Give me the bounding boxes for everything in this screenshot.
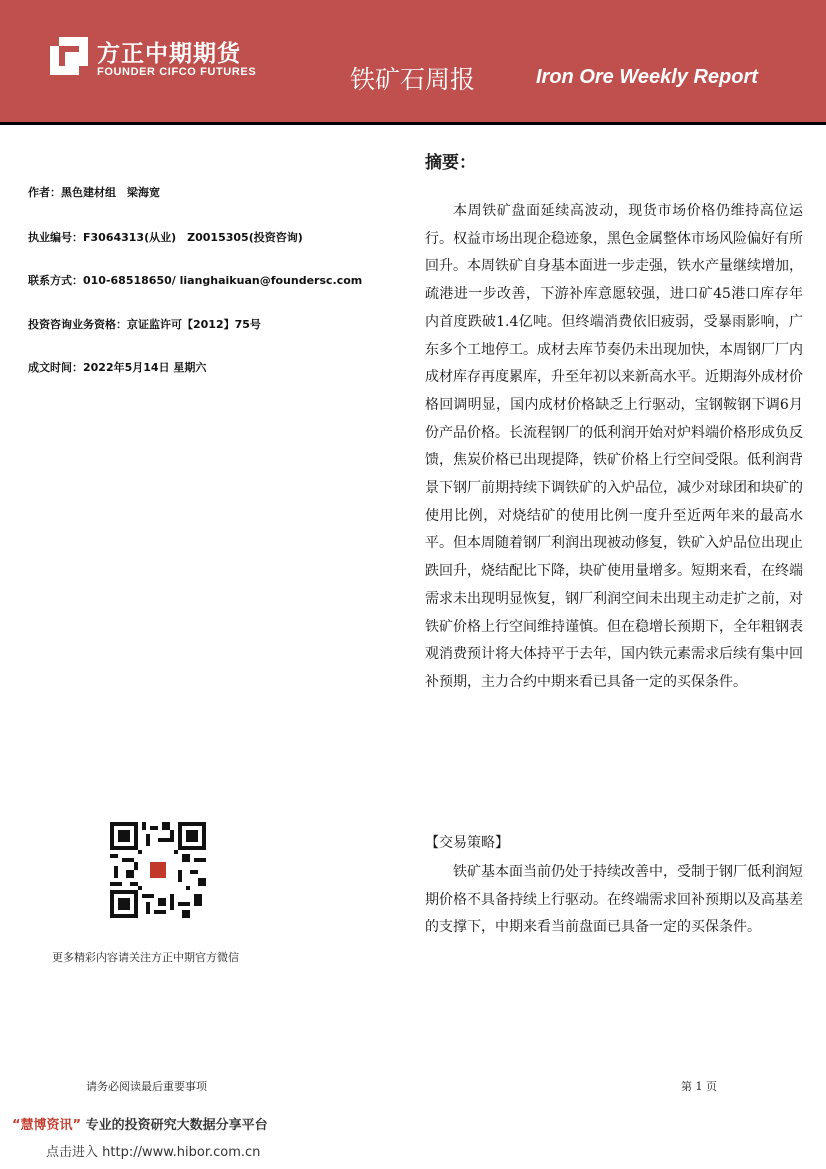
strategy-paragraph: 铁矿基本面当前仍处于持续改善中，受制于钢厂低利润短期价格不具备持续上行驱动。在终端需求回补预期以及高基差的支撑下，中期来看当前盘面已具备一定的买保条件。 — [425, 864, 803, 936]
company-name-cn: 方正中期期货 — [97, 41, 241, 67]
qr-caption: 更多精彩内容请关注方正中期官方微信 — [52, 951, 239, 964]
summary-heading: 摘要： — [425, 153, 476, 173]
contact-line: 联系方式：010-68518650/ lianghaikuan@foundersc.com — [28, 274, 363, 287]
watermark-slogan-text: 专业的投资研究大数据分享平台 — [85, 1118, 268, 1133]
header-divider — [0, 122, 826, 125]
report-header — [0, 0, 826, 122]
watermark-brand: “慧博资讯” — [12, 1118, 82, 1133]
founder-logo-icon — [50, 37, 88, 75]
author-line: 作者：黑色建材组 梁海宽 — [28, 186, 160, 199]
wechat-qr-code[interactable] — [110, 822, 206, 918]
report-title-en: Iron Ore Weekly Report — [536, 66, 758, 88]
disclaimer-notice: 请务必阅读最后重要事项 — [86, 1080, 207, 1093]
company-name-en: FOUNDER CIFCO FUTURES — [97, 66, 257, 78]
license-line: 执业编号：F3064313(从业) Z0015305(投资咨询) — [28, 231, 303, 244]
watermark-slogan — [12, 1114, 268, 1133]
date-line: 成文时间：2022年5月14日 星期六 — [28, 361, 207, 374]
strategy-heading: 【交易策略】 — [425, 835, 509, 851]
report-title-cn: 铁矿石周报 — [350, 65, 476, 94]
summary-paragraph: 本周铁矿盘面延续高波动，现货市场价格仍维持高位运行。权益市场出现企稳迹象，黑色金属整体市场风险偏好有所回升。本周铁矿自身基本面进一步走强，铁水产量继续增加，疏港进一步改善，下游补库意愿较强，进口矿45港口库存年内首度跌破1.4亿吨。但终端消费依旧疲弱，受暴雨影响，广东多个工地停工。成材去库节奏仍未出现加快，本周钢厂厂内成材库存再度累库，升至年初以来新高水平。近期海外成材价格回调明显，国内成材价格缺乏上行驱动，宝钢鞍钢下调6月份产品价格。长流程钢厂的低利润开始对炉料端价格形成负反馈，焦炭价格已出现提降，铁矿价格上行空间受限。低利润背景下钢厂前期持续下调铁矿的入炉品位，减少对球团和块矿的使用比例，对烧结矿的使用比例一度升至近两年来的最高水平。但本周随着钢厂利润出现被动修复，铁矿入炉品位出现止跌回升，烧结配比下降，块矿使用量增多。短期来看，在终端需求未出现明显恢复，钢厂利润空间未出现主动走扩之前，对铁矿价格上行空间维持谨慎。但在稳增长预期下，全年粗钢表观消费预计将大体持平于去年，国内铁元素需求后续有集中回补预期，主力合约中期来看已具备一定的买保条件。 — [425, 203, 803, 690]
page-number: 第 1 页 — [681, 1080, 717, 1093]
qualification-line: 投资咨询业务资格：京证监许可【2012】75号 — [28, 318, 261, 331]
watermark-link[interactable]: 点击进入 http://www.hibor.com.cn — [46, 1145, 261, 1160]
